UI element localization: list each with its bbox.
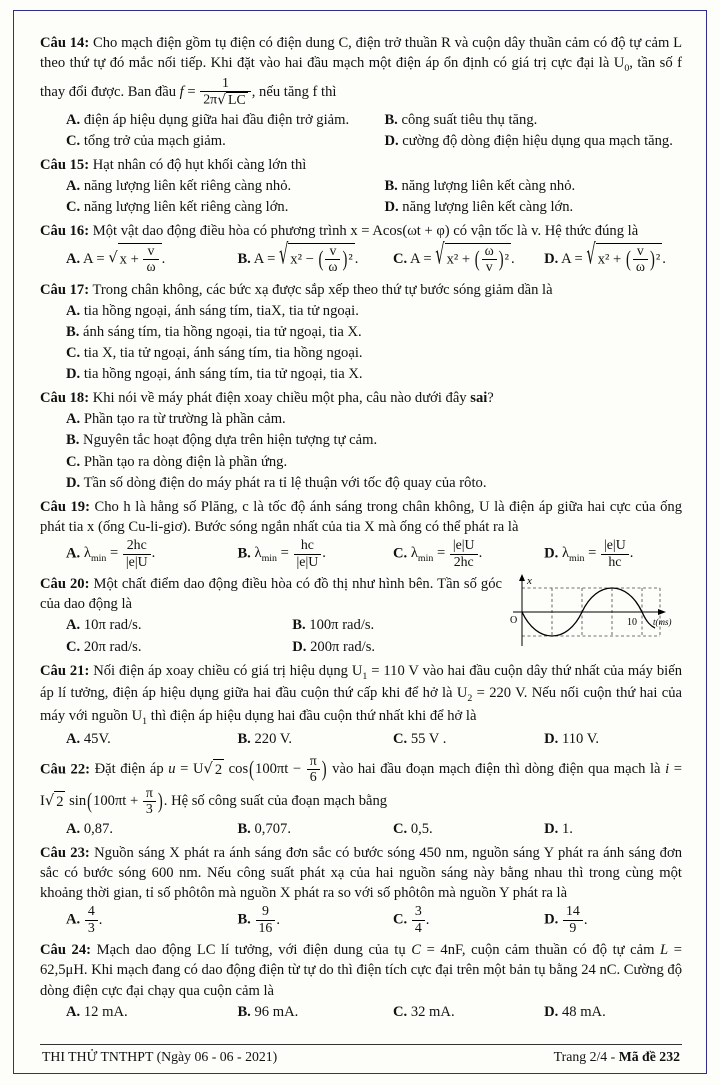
answer-options	[40, 615, 502, 656]
option-letter: D.	[544, 1003, 559, 1020]
question-number: Câu 19:	[40, 498, 90, 515]
option-C	[393, 1002, 538, 1022]
question	[40, 574, 682, 657]
option-C	[66, 452, 682, 472]
question-text: Nguồn sáng X phát ra ánh sáng đơn sắc có bước sóng 450 nm, nguồn sáng Y phát ra ánh sáng đơn sắc có bước sóng 600 nm. Nếu công suất phát xạ của hai nguồn sáng này bằng nhau thì trong cùng một khoảng thời gian, tỉ số phôtôn mà nguồn X phát ra so với số phôtôn mà nguồn Y phát ra là	[40, 844, 682, 902]
option-text: Phần tạo ra từ trường là phần cảm.	[83, 411, 286, 428]
option-text: năng lượng liên kết càng lớn.	[402, 199, 574, 216]
option-D	[544, 239, 682, 276]
option-C	[393, 538, 538, 570]
option-A	[66, 176, 378, 196]
question-number: Câu 24:	[40, 942, 91, 959]
question-number: Câu 17:	[40, 281, 90, 298]
option-letter: C.	[392, 820, 408, 837]
svg-text:O: O	[510, 615, 518, 627]
option-A	[66, 110, 378, 130]
question-text: Cho mạch điện gồm tụ điện có điện dung C, điện trở thuần R và cuộn dây thuần cảm có độ tự cảm L theo thứ tự đó mắc nối tiếp. Khi đặt vào hai đầu mạch một điện áp ổn định có giá trị cực đại là $U_0$, tần số f thay đổi được. Ban đầu f = $\frac{1}{2\pi√ LC}$ , nếu tăng f thì	[40, 35, 682, 109]
svg-text:x: x	[527, 575, 532, 588]
option-letter: C.	[392, 731, 408, 748]
page-number: Trang 2/4 -	[553, 1049, 619, 1064]
option-text: A = √ x² + ( $\frac{v}{\omega}$ )² .	[561, 239, 666, 276]
option-B	[66, 322, 682, 342]
option-text: 1.	[561, 820, 573, 837]
option-B	[237, 904, 387, 936]
option-text: $\lambda_{min}$ = $\frac{|e|U}{2hc}$ .	[410, 538, 483, 570]
answer-options	[40, 1002, 682, 1022]
option-B	[237, 538, 387, 570]
option-C	[392, 239, 538, 276]
question-number: Câu 20:	[40, 576, 90, 593]
option-text: A = √ x + $\frac{v}{\omega}$ .	[83, 243, 166, 276]
footer-page-info	[554, 1049, 680, 1065]
option-C	[393, 819, 538, 839]
option-text: 200π rad/s.	[310, 638, 376, 655]
option-letter: A.	[66, 820, 81, 837]
option-letter: A.	[66, 111, 81, 128]
option-letter: C.	[66, 344, 81, 361]
option-C	[66, 637, 286, 657]
option-A	[66, 243, 231, 276]
option-text: 0,5.	[410, 820, 433, 837]
option-text: 110 V.	[561, 731, 600, 748]
option-letter: B.	[292, 617, 306, 634]
option-D	[544, 538, 682, 570]
option-letter: A.	[66, 178, 81, 195]
option-text: 0,707.	[254, 820, 291, 837]
answer-options	[40, 176, 682, 217]
option-text: cường độ dòng điện hiệu dụng qua mạch tăng.	[402, 132, 673, 149]
question-stem	[40, 843, 682, 903]
option-letter: A.	[66, 302, 81, 319]
graph-svg	[508, 572, 682, 652]
option-text: năng lượng liên kết càng nhỏ.	[401, 178, 576, 195]
question	[40, 843, 682, 936]
question-number: Câu 15:	[40, 157, 90, 174]
option-C	[66, 131, 378, 151]
question	[40, 388, 682, 493]
question-stem	[40, 155, 682, 175]
option-B	[384, 110, 682, 130]
option-letter: A.	[66, 411, 81, 428]
question	[40, 497, 682, 570]
option-text: $\frac{3}{4}$ .	[411, 912, 430, 928]
question-number: Câu 21:	[40, 662, 90, 679]
option-letter: B.	[384, 111, 398, 128]
option-letter: D.	[544, 731, 559, 748]
svg-text:t(ms): t(ms)	[653, 617, 672, 628]
option-text: 96 mA.	[254, 1003, 299, 1020]
question	[40, 155, 682, 217]
option-text: công suất tiêu thụ tăng.	[401, 111, 538, 128]
question-stem	[40, 33, 682, 109]
option-letter: C.	[392, 1003, 408, 1020]
option-A	[66, 409, 682, 429]
option-text: Phần tạo ra dòng điện là phần ứng.	[83, 453, 288, 470]
option-letter: B.	[66, 432, 80, 449]
option-letter: B.	[237, 545, 251, 562]
option-text: $\lambda_{min}$ = $\frac{2hc}{|e|U}$ .	[83, 538, 156, 570]
option-B	[292, 615, 502, 635]
option-A	[66, 1002, 231, 1022]
option-text: 12 mA.	[83, 1003, 128, 1020]
option-D	[66, 364, 682, 384]
exam-code: Mã đề 232	[618, 1049, 680, 1064]
question-stem	[40, 661, 682, 729]
question-stem	[40, 280, 682, 300]
option-letter: A.	[66, 911, 81, 928]
option-text: 32 mA.	[410, 1003, 455, 1020]
answer-options	[40, 904, 682, 936]
question-text: Nối điện áp xoay chiều có giá trị hiệu dụng $U_1 = 110$ V vào hai đầu cuộn dây thứ nhất của máy biến áp lí tưởng, điện áp hiệu dụng giữa hai đầu cuộn thứ cấp khi để hở là $U_2 = 220$ V. Nếu nối cuộn thứ hai của máy với nguồn $U_1$ thì điện áp hiệu dụng hai đầu cuộn thứ nhất khi để hở là	[40, 662, 682, 727]
question-text: Hạt nhân có độ hụt khối càng lớn thì	[92, 157, 307, 174]
option-letter: B.	[237, 820, 251, 837]
answer-options	[40, 729, 682, 749]
option-letter: C.	[392, 545, 408, 562]
question-text: Cho h là hằng số Plăng, c là tốc độ ánh sáng trong chân không, U là điện áp giữa hai cực của ống phát tia x (ống Cu-li-giơ). Bước sóng ngắn nhất của tia X mà ống có thể phát ra là	[40, 498, 682, 535]
option-A	[66, 819, 231, 839]
question	[40, 661, 682, 750]
question-stem	[40, 574, 502, 614]
option-text: $\frac{9}{16}$ .	[255, 912, 281, 928]
question-text: Mạch dao động LC lí tưởng, với điện dung của tụ C = 4nF, cuộn cảm thuần có độ tự cảm L = 62,5μH. Khi mạch đang có dao động điện từ tự do thì điện tích cực đại trên một bản tụ bằng 24 nC. Cường độ dòng điện cực đại chạy qua cuộn cảm là	[40, 942, 682, 999]
option-text: 20π rad/s.	[83, 638, 142, 655]
option-C	[393, 729, 538, 749]
option-letter: D.	[66, 474, 81, 491]
option-letter: C.	[392, 911, 408, 928]
question-number: Câu 18:	[40, 390, 90, 407]
displacement-time-graph	[508, 572, 682, 658]
option-letter: C.	[66, 638, 81, 655]
answer-options	[40, 538, 682, 570]
option-letter: A.	[66, 731, 81, 748]
option-letter: D.	[544, 250, 559, 267]
answer-options	[40, 301, 682, 385]
question-number: Câu 16:	[40, 223, 90, 240]
option-text: $\lambda_{min}$ = $\frac{hc}{|e|U}$ .	[254, 538, 326, 570]
question-text: Khi nói về máy phát điện xoay chiều một pha, câu nào dưới đây sai?	[92, 390, 494, 407]
option-text: 220 V.	[254, 731, 293, 748]
option-D	[66, 473, 682, 493]
option-C	[66, 343, 682, 363]
option-letter: D.	[66, 366, 81, 383]
option-letter: B.	[237, 731, 251, 748]
question-number: Câu 22:	[40, 760, 90, 777]
svg-text:10: 10	[627, 617, 637, 629]
option-letter: D.	[384, 132, 399, 149]
question-number: Câu 14:	[40, 35, 90, 51]
option-text: 10π rad/s.	[83, 617, 142, 634]
option-B	[237, 1002, 387, 1022]
option-A	[66, 729, 231, 749]
page-border-frame	[13, 10, 707, 1074]
option-text: Tần số dòng điện do máy phát ra tỉ lệ thuận với tốc độ quay của rôto.	[83, 474, 487, 491]
option-text: 48 mA.	[561, 1003, 606, 1020]
question-text: Một vật dao động điều hòa có phương trình x = Acos(ωt + φ) có vận tốc là v. Hệ thức đúng là	[92, 223, 639, 240]
question-stem	[40, 388, 682, 408]
option-text: tổng trở của mạch giảm.	[83, 132, 226, 149]
option-text: $\frac{4}{3}$ .	[84, 912, 103, 928]
option-text: $\frac{14}{9}$ .	[562, 912, 588, 928]
option-letter: B.	[237, 250, 251, 267]
answer-options	[40, 409, 682, 493]
option-B	[237, 819, 387, 839]
question-stem	[40, 497, 682, 537]
option-letter: A.	[66, 1003, 81, 1020]
footer-exam-title: THI THỬ TNTHPT (Ngày 06 - 06 - 2021)	[42, 1049, 278, 1064]
option-letter: A.	[66, 545, 81, 562]
option-text: tia hồng ngoại, ánh sáng tím, tia tử ngoại, tia X.	[83, 366, 363, 383]
option-text: 0,87.	[83, 820, 114, 837]
option-text: tia X, tia tử ngoại, ánh sáng tím, tia hồng ngoại.	[83, 344, 363, 361]
option-letter: D.	[544, 545, 559, 562]
questions	[40, 33, 682, 1041]
option-B	[237, 239, 387, 276]
option-letter: B.	[237, 911, 251, 928]
option-A	[66, 904, 231, 936]
option-text: ánh sáng tím, tia hồng ngoại, tia tử ngoại, tia X.	[83, 323, 362, 340]
option-text: A = √ x² + ( $\frac{\omega}{v}$ )² .	[410, 239, 515, 276]
option-letter: B.	[384, 178, 398, 195]
option-D	[544, 904, 682, 936]
option-text: năng lượng liên kết riêng càng nhỏ.	[83, 178, 292, 195]
option-B	[384, 176, 682, 196]
question	[40, 221, 682, 275]
question	[40, 33, 682, 151]
option-D	[384, 131, 682, 151]
option-text: 100π rad/s.	[309, 617, 375, 634]
option-letter: D.	[544, 820, 559, 837]
option-letter: B.	[237, 1003, 251, 1020]
question	[40, 940, 682, 1022]
option-D	[384, 197, 682, 217]
option-letter: C.	[66, 199, 81, 216]
option-letter: D.	[544, 911, 559, 928]
option-D	[544, 819, 682, 839]
option-letter: D.	[292, 638, 307, 655]
option-letter: A.	[66, 617, 81, 634]
option-text: 45V.	[83, 731, 111, 748]
option-letter: C.	[66, 132, 81, 149]
question-text: Đặt điện áp u = U√ 2 cos(100πt − $\frac{\pi}{6}$ ) vào hai đầu đoạn mạch điện thì dòng điện qua mạch là i = I√ 2 sin(100πt + $\frac{\pi}{3}$ ). Hệ số công suất của đoạn mạch bằng	[40, 753, 682, 818]
option-text: A = √ x² − ( $\frac{v}{\omega}$ )² .	[253, 239, 359, 276]
question-stem	[40, 940, 682, 1000]
option-text: 55 V .	[410, 731, 447, 748]
option-D	[544, 729, 682, 749]
option-B	[66, 430, 682, 450]
option-text: năng lượng liên kết riêng càng lớn.	[83, 199, 289, 216]
answer-options	[40, 239, 682, 276]
question-stem	[40, 754, 682, 818]
question	[40, 280, 682, 385]
option-letter: A.	[66, 250, 81, 267]
option-C	[66, 197, 378, 217]
page-footer	[40, 1044, 682, 1067]
option-C	[393, 904, 538, 936]
option-letter: D.	[384, 199, 399, 216]
question-text: Trong chân không, các bức xạ được sắp xếp theo thứ tự bước sóng giảm dần là	[92, 281, 553, 298]
option-B	[237, 729, 387, 749]
option-D	[544, 1002, 682, 1022]
option-text: $\lambda_{min}$ = $\frac{|e|U}{hc}$ .	[561, 538, 634, 570]
question-number: Câu 23:	[40, 844, 90, 861]
option-text: Nguyên tắc hoạt động dựa trên hiện tượng tự cảm.	[83, 432, 378, 449]
option-D	[292, 637, 502, 657]
option-A	[66, 538, 231, 570]
option-letter: C.	[392, 250, 408, 267]
option-A	[66, 615, 286, 635]
question-text: Một chất điểm dao động điều hòa có đồ thị như hình bên. Tần số góc của dao động là	[40, 576, 502, 613]
option-letter: C.	[66, 453, 81, 470]
answer-options	[40, 819, 682, 839]
answer-options	[40, 110, 682, 151]
option-letter: B.	[66, 323, 80, 340]
question	[40, 754, 682, 839]
option-text: điện áp hiệu dụng giữa hai đầu điện trở giảm.	[83, 111, 350, 128]
option-A	[66, 301, 682, 321]
option-text: tia hồng ngoại, ánh sáng tím, tiaX, tia tử ngoại.	[83, 302, 359, 319]
